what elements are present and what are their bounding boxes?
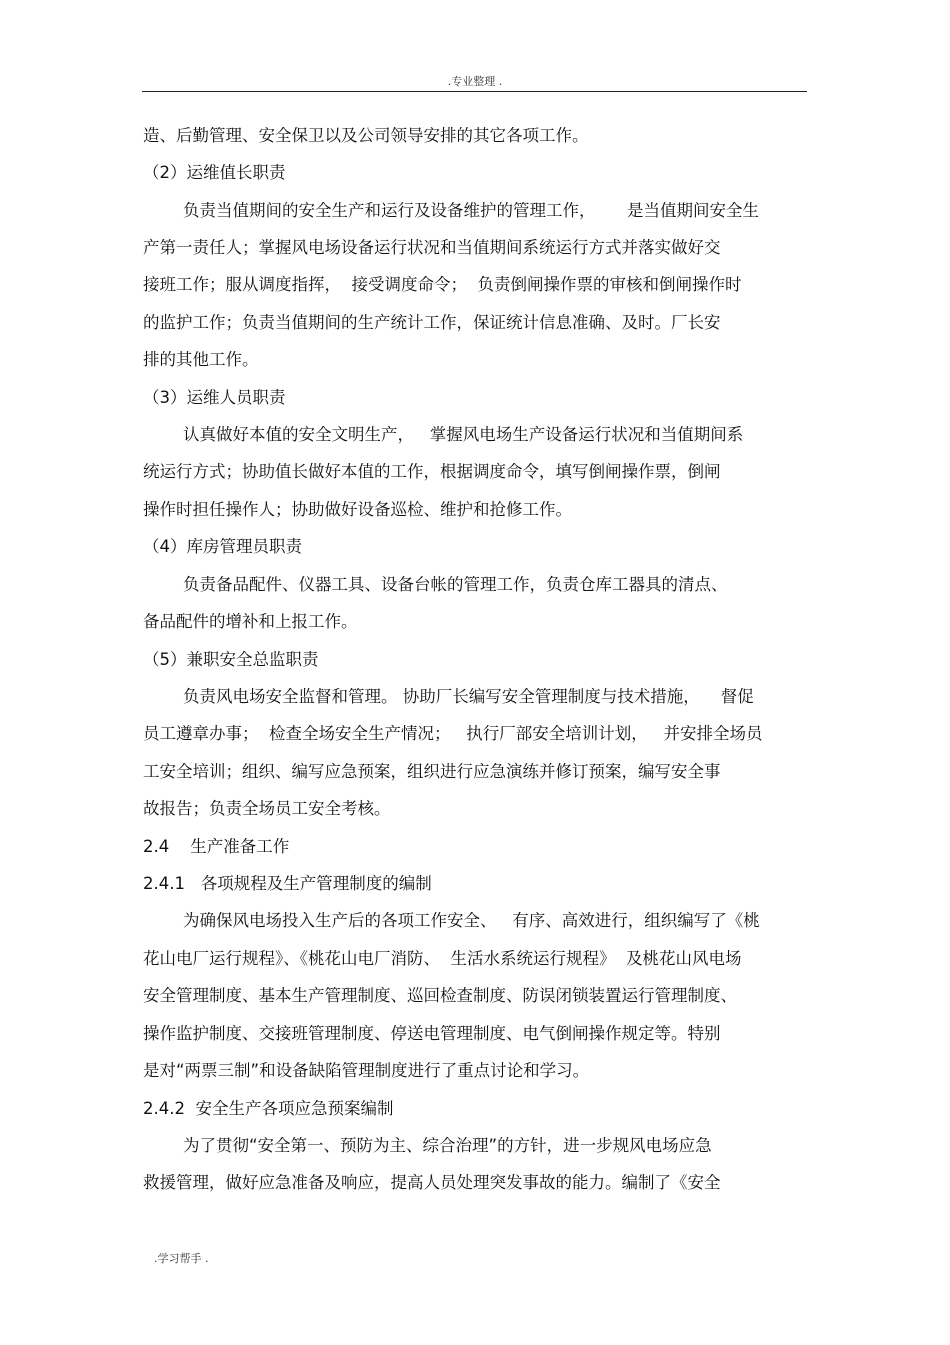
body-line: 操作监护制度、交接班管理制度、停送电管理制度、电气倒闸操作规定等。特别 bbox=[143, 1024, 721, 1043]
body-line: 救援管理，做好应急准备及响应，提高人员处理突发事故的能力。编制了《安全 bbox=[143, 1173, 721, 1192]
body-line: 统运行方式；协助值长做好本值的工作，根据调度命令，填写倒闸操作票，倒闸 bbox=[143, 462, 721, 481]
page-header: .专业整理 . bbox=[447, 75, 503, 88]
section-heading: （4）库房管理员职责 bbox=[143, 537, 302, 556]
section-heading: 2.4 生产准备工作 bbox=[143, 837, 290, 856]
body-line: 造、后勤管理、安全保卫以及公司领导安排的其它各项工作。 bbox=[143, 126, 589, 145]
body-line: 排的其他工作。 bbox=[143, 350, 259, 369]
body-line: 员工遵章办事； 检查全场安全生产情况； 执行厂部安全培训计划， 并安排全场员 bbox=[143, 724, 763, 743]
body-line: 的监护工作；负责当值期间的生产统计工作，保证统计信息准确、及时。厂长安 bbox=[143, 313, 721, 332]
body-line: 为确保风电场投入生产后的各项工作安全、 有序、高效进行，组织编写了《桃 bbox=[183, 911, 760, 930]
body-line: 是对“两票三制”和设备缺陷管理制度进行了重点讨论和学习。 bbox=[143, 1061, 590, 1080]
body-line: 负责风电场安全监督和管理。 协助厂长编写安全管理制度与技术措施， 督促 bbox=[183, 687, 754, 706]
body-line: 安全管理制度、基本生产管理制度、巡回检查制度、防误闭锁装置运行管理制度、 bbox=[143, 986, 737, 1005]
body-line: 认真做好本值的安全文明生产， 掌握风电场生产设备运行状况和当值期间系 bbox=[183, 425, 744, 444]
body-line: 工安全培训；组织、编写应急预案，组织进行应急演练并修订预案，编写安全事 bbox=[143, 762, 721, 781]
section-heading: 2.4.2 安全生产各项应急预案编制 bbox=[143, 1099, 394, 1118]
body-line: 故报告；负责全场员工安全考核。 bbox=[143, 799, 391, 818]
section-heading: 2.4.1 各项规程及生产管理制度的编制 bbox=[143, 874, 432, 893]
section-heading: （2）运维值长职责 bbox=[143, 163, 286, 182]
body-line: 为了贯彻“安全第一、预防为主、综合治理”的方针，进一步规风电场应急 bbox=[183, 1136, 712, 1155]
body-line: 接班工作；服从调度指挥， 接受调度命令； 负责倒闸操作票的审核和倒闸操作时 bbox=[143, 275, 742, 294]
section-heading: （5）兼职安全总监职责 bbox=[143, 650, 319, 669]
body-line: 备品配件的增补和上报工作。 bbox=[143, 612, 358, 631]
page-footer: .学习帮手 . bbox=[154, 1252, 209, 1265]
body-line: 产第一责任人；掌握风电场设备运行状况和当值期间系统运行方式并落实做好交 bbox=[143, 238, 721, 257]
body-line: 负责备品配件、仪器工具、设备台帐的管理工作，负责仓库工器具的清点、 bbox=[183, 575, 728, 594]
body-line: 花山电厂运行规程》、《桃花山电厂消防、 生活水系统运行规程》 及桃花山风电场 bbox=[143, 949, 742, 968]
body-line: 操作时担任操作人；协助做好设备巡检、维护和抢修工作。 bbox=[143, 500, 572, 519]
section-heading: （3）运维人员职责 bbox=[143, 388, 286, 407]
header-rule bbox=[142, 91, 807, 92]
body-line: 负责当值期间的安全生产和运行及设备维护的管理工作， 是当值期间安全生 bbox=[183, 201, 759, 220]
